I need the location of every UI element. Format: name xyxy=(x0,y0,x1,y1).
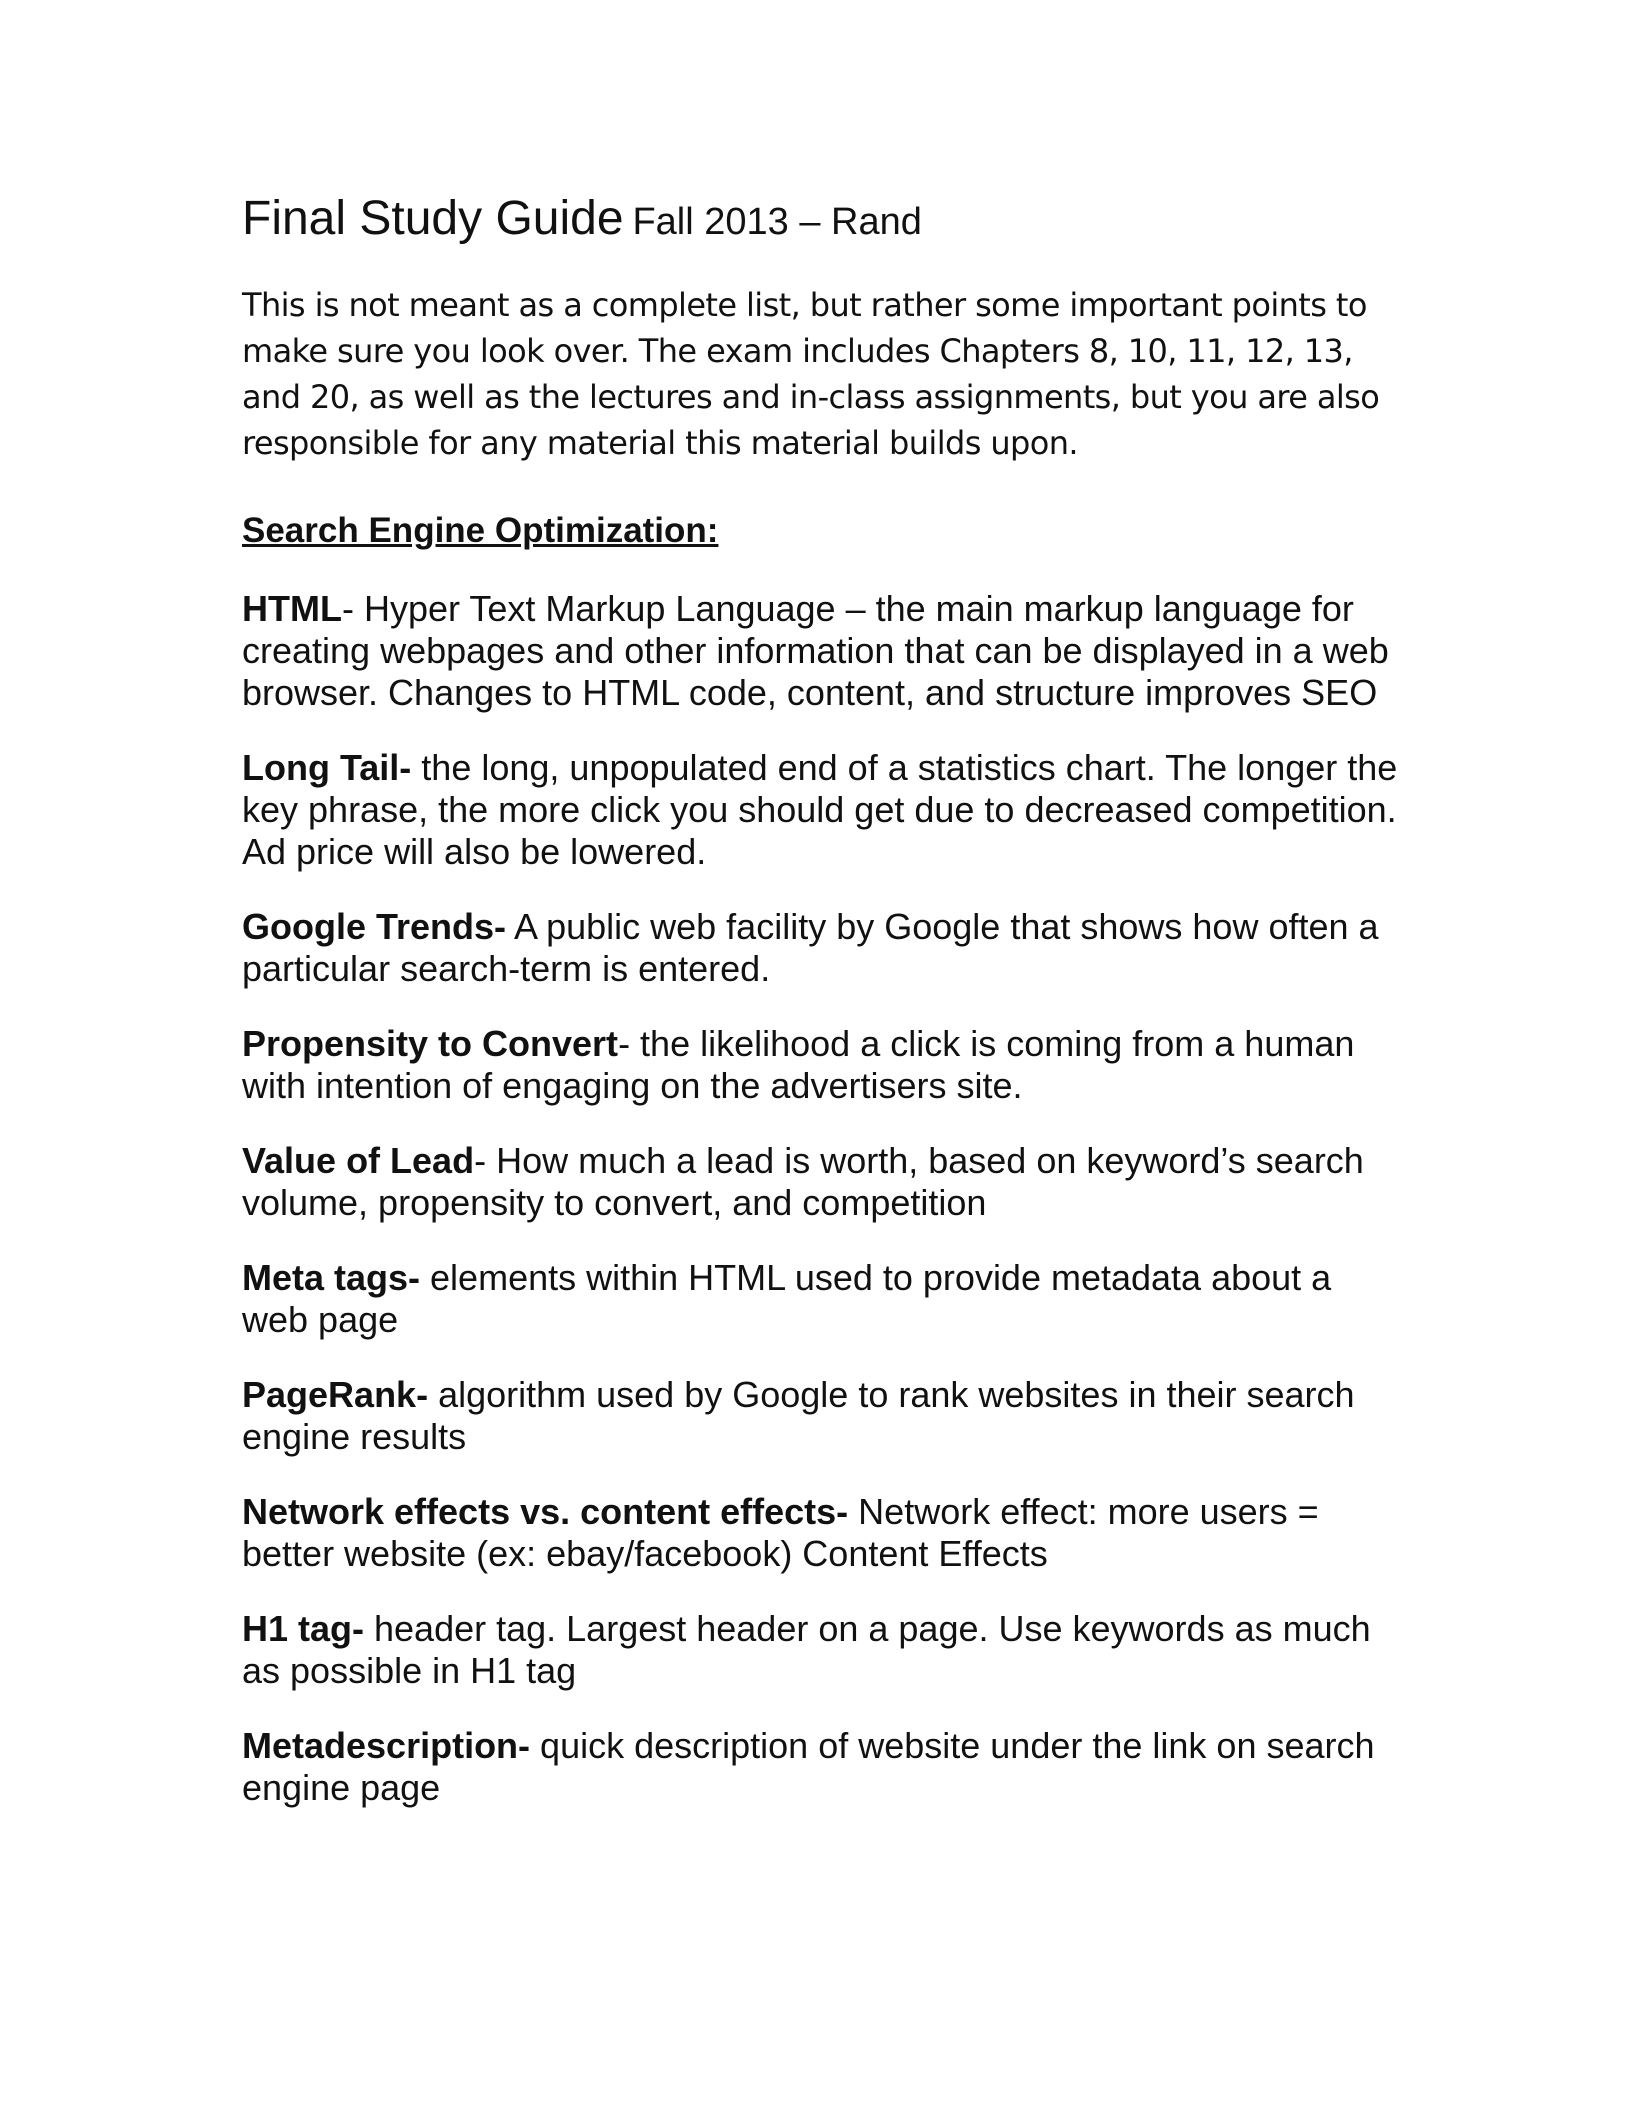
term-entry-pagerank xyxy=(242,1374,1402,1458)
document-page xyxy=(242,190,1402,1842)
term-definition: Network effect: more users = better website (ex: ebay/facebook) Content Effects xyxy=(242,1490,1319,1574)
term-definition: the long, unpopulated end of a statistics chart. The longer the key phrase, the more click you should get due to decreased competition. Ad price will also be lowered. xyxy=(242,746,1398,872)
term-name: H1 tag- xyxy=(242,1607,365,1649)
term-name: PageRank- xyxy=(242,1373,429,1415)
term-name: HTML xyxy=(242,587,342,629)
term-list xyxy=(242,588,1402,1809)
title-main: Final Study Guide xyxy=(242,192,624,245)
term-entry-long-tail xyxy=(242,747,1402,873)
term-definition: header tag. Largest header on a page. Use keywords as much as possible in H1 tag xyxy=(242,1607,1371,1691)
title-subtitle: Fall 2013 – Rand xyxy=(632,201,922,243)
term-entry-metadescription xyxy=(242,1725,1402,1809)
term-definition: quick description of website under the link on search engine page xyxy=(242,1724,1375,1808)
term-definition: A public web facility by Google that shows how often a particular search-term is entered. xyxy=(242,905,1379,989)
term-definition: - How much a lead is worth, based on keyword’s search volume, propensity to convert, and competition xyxy=(242,1139,1364,1223)
term-entry-h1-tag xyxy=(242,1608,1402,1692)
term-entry-html xyxy=(242,588,1402,714)
term-name: Propensity to Convert xyxy=(242,1022,619,1064)
term-name: Network effects vs. content effects- xyxy=(242,1490,849,1532)
term-name: Metadescription- xyxy=(242,1724,531,1766)
term-entry-network-effects xyxy=(242,1491,1402,1575)
term-entry-meta-tags xyxy=(242,1257,1402,1341)
section-heading: Search Engine Optimization: xyxy=(242,510,719,550)
term-definition: elements within HTML used to provide metadata about a web page xyxy=(242,1256,1332,1340)
term-entry-google-trends xyxy=(242,906,1402,990)
term-definition: - Hyper Text Markup Language – the main markup language for creating webpages and other information that can be displayed in a web browser. Changes to HTML code, content, and structure improves SEO xyxy=(242,587,1389,713)
term-definition: - the likelihood a click is coming from a human with intention of engaging on the advertisers site. xyxy=(242,1022,1355,1106)
term-name: Meta tags- xyxy=(242,1256,421,1298)
term-entry-value-of-lead xyxy=(242,1140,1402,1224)
term-name: Long Tail- xyxy=(242,746,412,788)
term-definition: algorithm used by Google to rank websites in their search engine results xyxy=(242,1373,1355,1457)
term-entry-propensity-to-convert xyxy=(242,1023,1402,1107)
intro-paragraph: This is not meant as a complete list, but rather some important points to make sure you look over. The exam includes Chapters 8, 10, 11, 12, 13, and 20, as well as the lectures and in-class assignments, but you are also responsible for any material this material builds upon. xyxy=(242,285,1380,462)
term-name: Value of Lead xyxy=(242,1139,475,1181)
term-name: Google Trends- xyxy=(242,905,507,947)
document-title xyxy=(242,190,1402,248)
